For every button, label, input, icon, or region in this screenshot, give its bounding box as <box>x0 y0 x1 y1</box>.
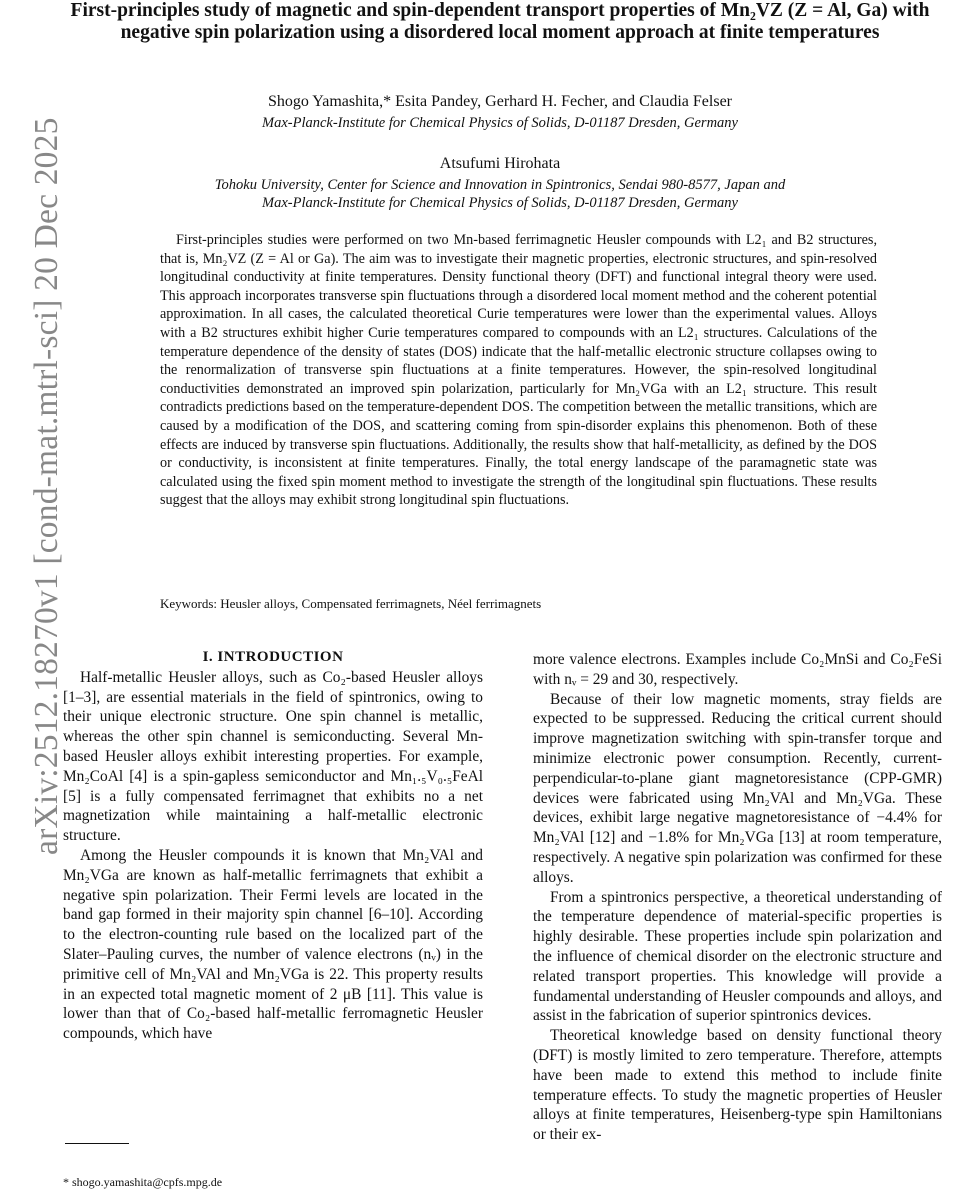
right-column <box>533 650 942 1145</box>
paper-title: First-principles study of magnetic and spin-dependent transport properties of Mn₂VZ (Z = Al, Ga) with negative spin polarization using a disordered local moment approach at finite temperatures <box>70 0 930 43</box>
abstract: First-principles studies were performed on two Mn-based ferrimagnetic Heusler compounds with L2₁ and B2 structures, that is, Mn₂VZ (Z = Al or Ga). The aim was to investigate their magnetic properties, electronic structures, and spin-resolved longitudinal conductivity at finite temperatures. Density functional theory (DFT) and functional integral theory were used. This approach incorporates transverse spin fluctuations through a disordered local moment method and the coherent potential approximation. In all cases, the calculated theoretical Curie temperatures were lower than the experimental values. Alloys with a B2 structures exhibit higher Curie temperatures compared to compounds with an L2₁ structures. Calculations of the temperature dependence of the density of states (DOS) indicate that the half-metallic electronic structure collapses owing to the renormalization of transverse spin fluctuations at a finite temperatures. However, the spin-resolved longitudinal conductivities demonstrated an improved spin polarization, particularly for Mn₂VGa with an L2₁ structure. This result contradicts predictions based on the temperature-dependent DOS. The competition between the metallic transitions, which are caused by a modification of the DOS, and scattering coming from spin-disorder explains this phenomenon. Both of these effects are induced by transverse spin fluctuations. Additionally, the results show that half-metallicity, as defined by the DOS or conductivity, is inconsistent at finite temperatures. Finally, the total energy landscape of the paramagnetic state was calculated using the fixed spin moment method to investigate the strength of the longitudinal spin fluctuations. These results suggest that the alloys may exhibit strong longitudinal spin fluctuations. <box>160 232 877 509</box>
affiliation-1: Max-Planck-Institute for Chemical Physics of Solids, D-01187 Dresden, Germany <box>262 115 738 131</box>
left-column <box>63 648 483 1044</box>
affiliation-2a: Tohoku University, Center for Science and Innovation in Spintronics, Sendai 980-8577, Japan and <box>214 177 786 193</box>
footnote-email: * shogo.yamashita@cpfs.mpg.de <box>63 1175 223 1189</box>
intro-paragraph-continued: more valence electrons. Examples include Co₂MnSi and Co₂FeSi with nᵥ = 29 and 30, respectively. <box>533 651 942 688</box>
section-heading-introduction: I. INTRODUCTION <box>202 649 344 665</box>
intro-paragraph-2: Among the Heusler compounds it is known that Mn₂VAl and Mn₂VGa are known as half-metallic ferrimagnets that exhibit a negative spin polarization. Their Fermi levels are located in the band gap formed in their majority spin channel [6–10]. According to the electron-counting rule based on the localized part of the Slater–Pauling curves, the number of valence electrons (nᵥ) in the primitive cell of Mn₂VAl and Mn₂VGa is 22. This property results in an expected total magnetic moment of 2 μB [11]. This value is lower than that of Co₂-based half-metallic ferromagnetic Heusler compounds, which have <box>63 846 483 1043</box>
intro-paragraph-4: From a spintronics perspective, a theoretical understanding of the temperature dependence of material-specific properties is highly desirable. These properties include spin polarization and the influence of chemical disorder on the electronic structure and related transport properties. This knowledge will provide a fundamental understanding of Heusler compounds and alloys, and assist in the fabrication of superior spintronics devices. <box>533 888 942 1025</box>
arxiv-identifier: arXiv:2512.18270v1 [cond-mat.mtrl-sci] 20 Dec 2025 <box>28 117 65 855</box>
intro-paragraph-5: Theoretical knowledge based on density functional theory (DFT) is mostly limited to zero temperature. Therefore, attempts have been made to extend this method to include finite temperature effects. To study the magnetic properties of Heusler alloys at finite temperatures, Heisenberg-type spin Hamiltonians or their ex- <box>533 1027 942 1144</box>
keywords: Keywords: Heusler alloys, Compensated ferrimagnets, Néel ferrimagnets <box>160 596 542 611</box>
footnote-rule <box>65 1143 129 1144</box>
intro-paragraph-3: Because of their low magnetic moments, stray fields are expected to be suppressed. Reducing the critical current should improve magnetization switching with spin-transfer torque and minimize electronic power consumption. Recently, current-perpendicular-to-plane giant magnetoresistance (CPP-GMR) devices were fabricated using Mn₂VAl and Mn₂VGa. These devices, exhibit large negative magnetoresistance of −4.4% for Mn₂VAl [12] and −1.8% for Mn₂VGa [13] at room temperature, respectively. A negative spin polarization was confirmed for these alloys. <box>533 690 942 886</box>
authors-group-2: Atsufumi Hirohata <box>439 155 561 172</box>
intro-paragraph-1: Half-metallic Heusler alloys, such as Co₂-based Heusler alloys [1–3], are essential materials in the field of spintronics, owing to their unique electronic structure. One spin channel is metallic, whereas the other spin channel is semiconducting. Several Mn-based Heusler alloys exhibit interesting properties. For example, Mn₂CoAl [4] is a spin-gapless semiconductor and Mn₁.₅V₀.₅FeAl [5] is a fully compensated ferrimagnet that exhibits no a net magnetization while maintaining a half-metallic electronic structure. <box>63 668 483 845</box>
arxiv-identifier-margin <box>8 117 65 855</box>
affiliation-2b: Max-Planck-Institute for Chemical Physics of Solids, D-01187 Dresden, Germany <box>262 195 738 211</box>
authors-group-1: Shogo Yamashita,* Esita Pandey, Gerhard H. Fecher, and Claudia Felser <box>267 93 732 110</box>
